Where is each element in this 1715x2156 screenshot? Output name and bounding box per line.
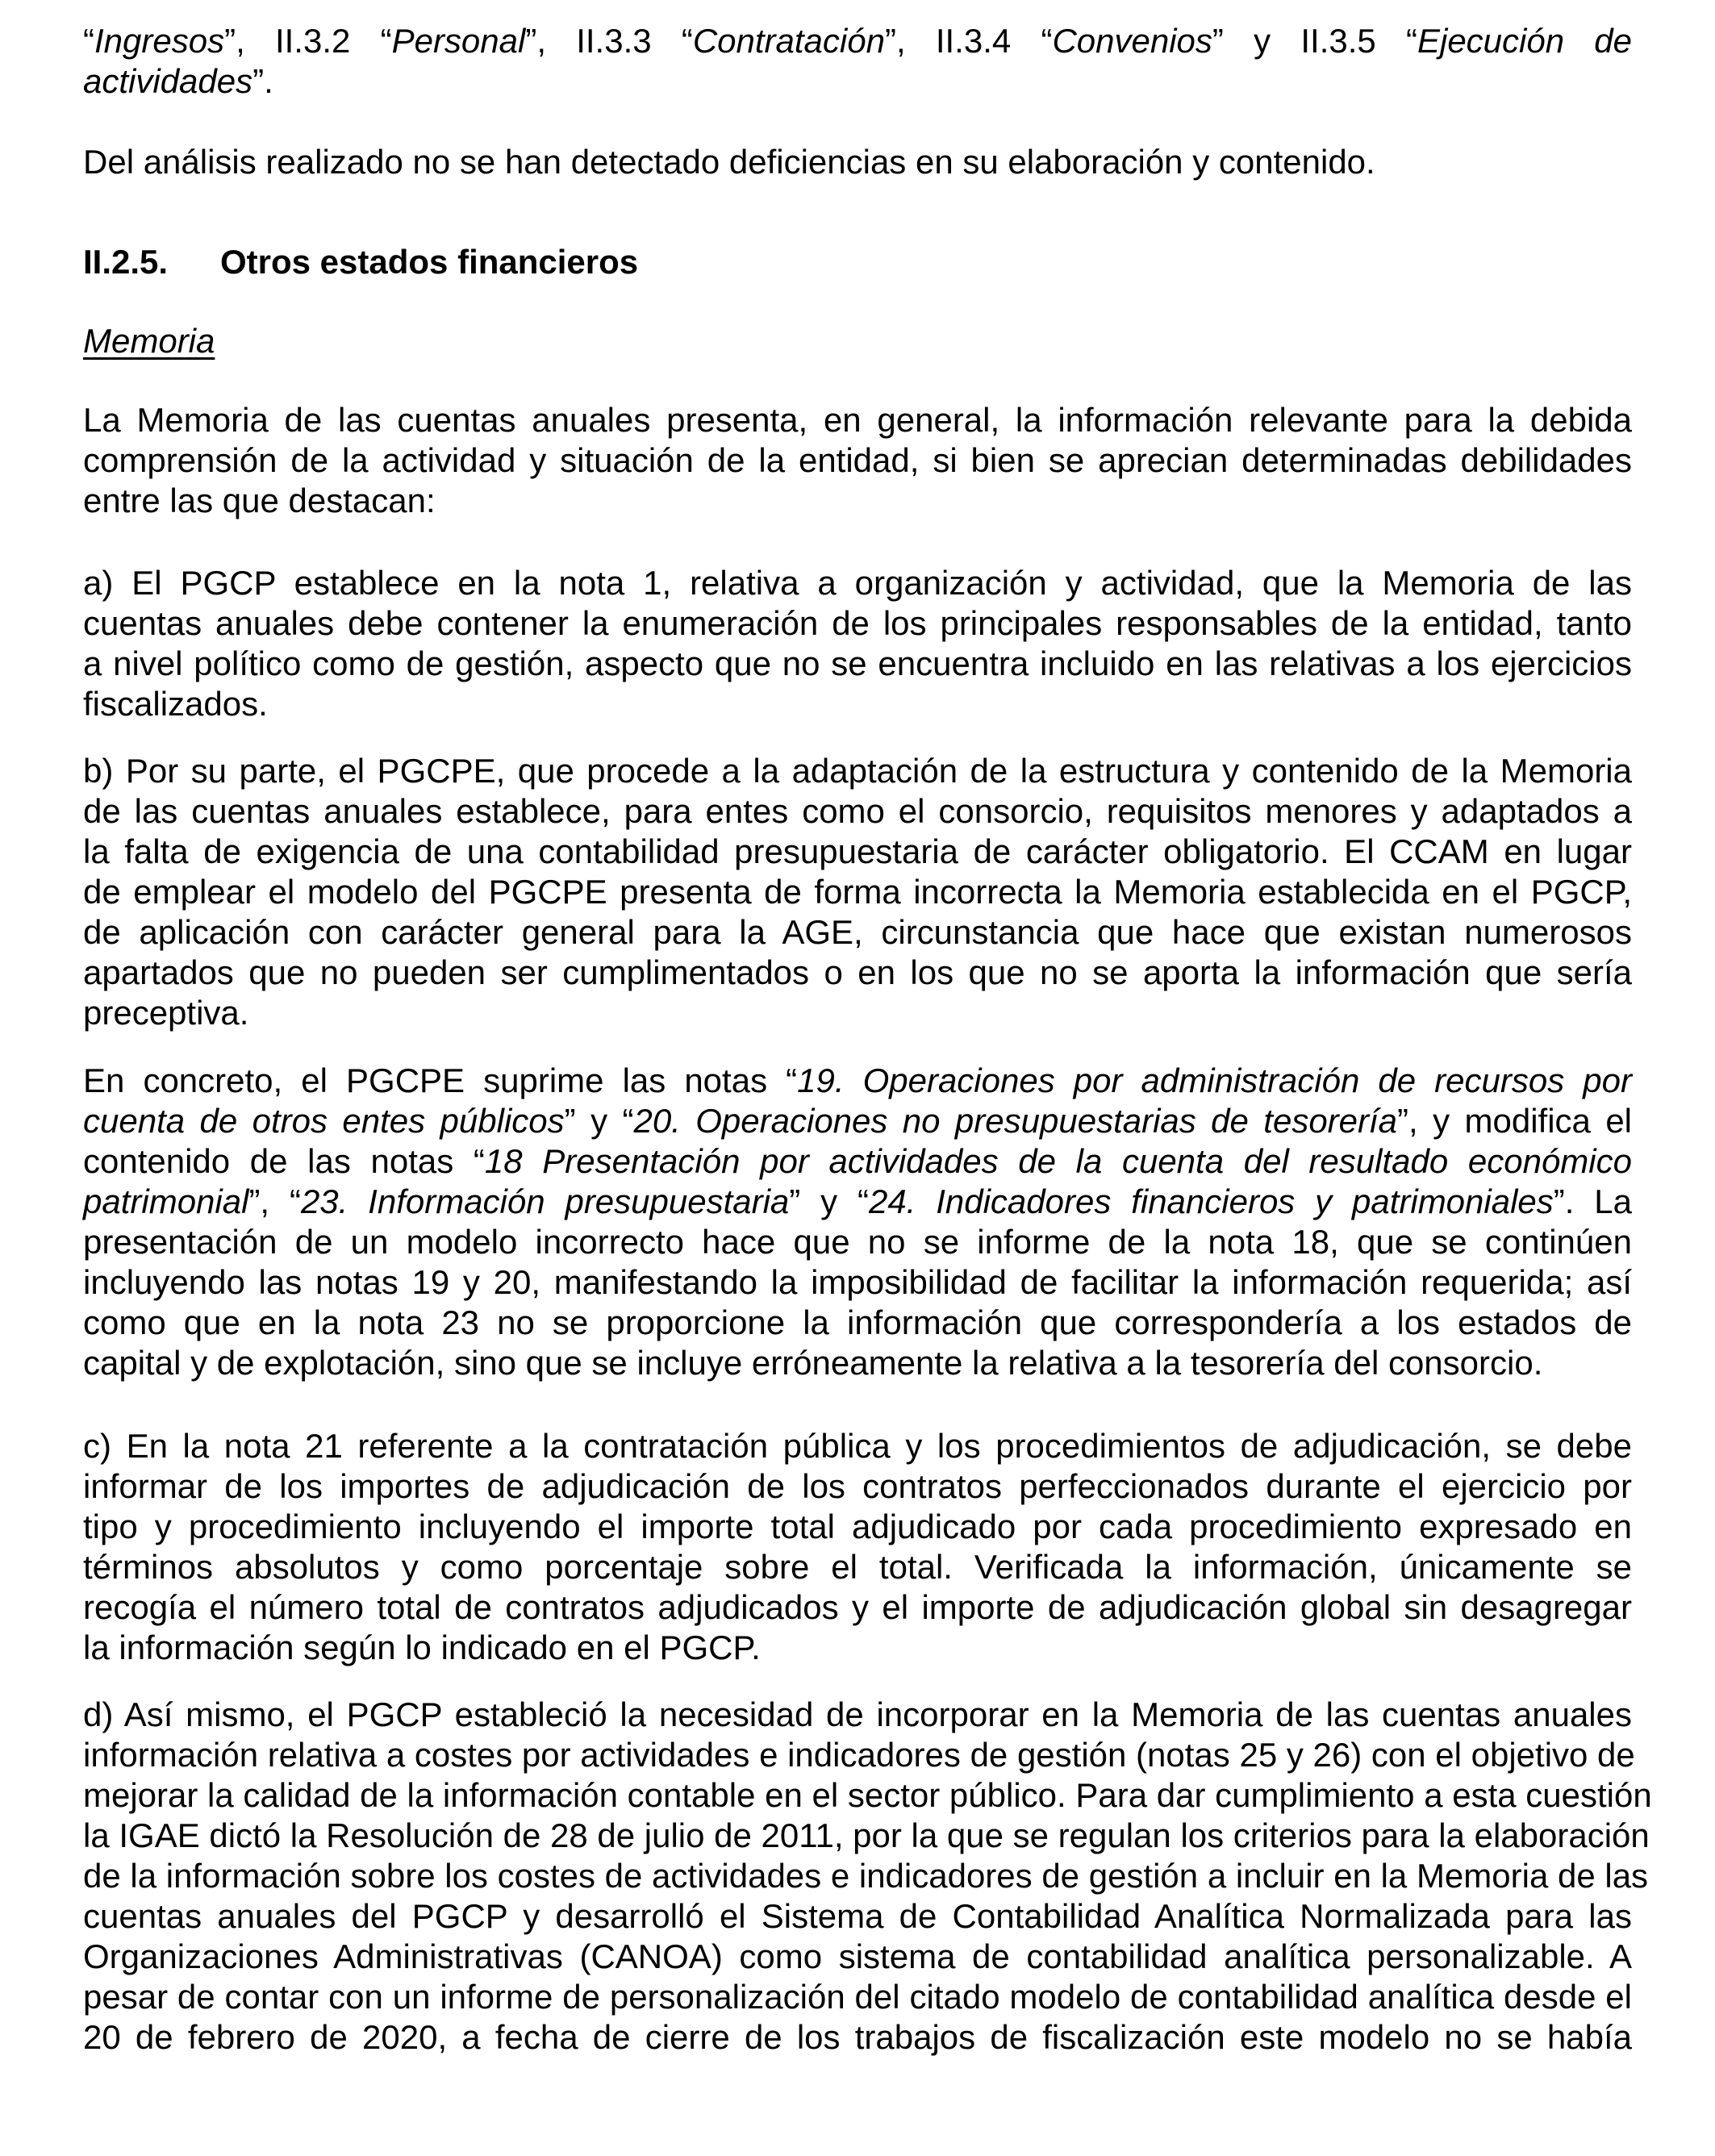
italic-text: 18 Presentación por actividades de la cuenta del resultado económico [484, 1142, 1632, 1180]
italic-text: Convenios [1052, 22, 1212, 60]
text-run: ”. La [1553, 1182, 1633, 1220]
text-run: información relativa a costes por actividades e indicadores de gestión (notas 25 y 26) con el objetivo de [83, 1736, 1635, 1774]
text-line [83, 1628, 1632, 1668]
text-line [83, 953, 1632, 993]
text-run: a) El PGCP establece en la nota 1, relativa a organización y actividad, que la Memoria de las [83, 564, 1632, 602]
text-line [83, 872, 1632, 912]
text-line [83, 21, 1632, 61]
text-line [83, 563, 1632, 603]
text-run: la falta de exigencia de una contabilidad presupuestaria de carácter obligatorio. El CCAM en lugar [83, 832, 1632, 870]
text-run: tipo y procedimiento incluyendo el importe total adjudicado por cada procedimiento expresado en [83, 1508, 1632, 1545]
text-line [83, 603, 1632, 644]
italic-text: patrimonial [83, 1182, 249, 1220]
text-line [83, 1061, 1632, 1101]
text-run: cuentas anuales del PGCP y desarrolló el Sistema de Contabilidad Analítica Normalizada para las [83, 1897, 1632, 1935]
text-line [83, 1695, 1632, 1735]
text-line [83, 1343, 1632, 1383]
text-run: “ [83, 22, 94, 60]
text-line [83, 1222, 1632, 1262]
italic-text: Personal [391, 22, 526, 60]
italic-text: 23. Información presupuestaria [300, 1182, 790, 1220]
text-line [83, 1262, 1632, 1303]
text-line [83, 1466, 1632, 1507]
italic-text: Ingresos [94, 22, 225, 60]
text-line [83, 1587, 1632, 1628]
text-run: términos absolutos y como porcentaje sobre el total. Verificada la información, únicamente se [83, 1548, 1632, 1586]
text-run: de las cuentas anuales establece, para entes como el consorcio, requisitos menores y adaptados a [83, 792, 1632, 830]
text-line [83, 1182, 1632, 1222]
text-line [83, 1775, 1652, 1816]
text-line [83, 751, 1632, 791]
text-run: ” y “ [564, 1102, 634, 1140]
text-run: incluyendo las notas 19 y 20, manifestando la imposibilidad de facilitar la información requerida; así [83, 1263, 1632, 1301]
italic-text: 19. Operaciones por administración de recursos por [797, 1061, 1632, 1099]
text-line [83, 1735, 1635, 1775]
text-run: capital y de explotación, sino que se incluye erróneamente la relativa a la tesorería del consorcio. [83, 1344, 1543, 1382]
text-line [83, 1426, 1632, 1466]
text-run: presentación de un modelo incorrecto hace que no se informe de la nota 18, que se continúen [83, 1223, 1632, 1261]
text-run: pesar de contar con un informe de personalización del citado modelo de contabilidad analítica desde el [83, 1978, 1632, 2016]
section-heading [83, 242, 1632, 282]
text-run: En concreto, el PGCPE suprime las notas “ [83, 1061, 798, 1099]
text-line [83, 400, 1632, 440]
text-run: mejorar la calidad de la información contable en el sector público. Para dar cumplimiento a esta cuestión [83, 1776, 1652, 1814]
text-run: de aplicación con carácter general para la AGE, circunstancia que hace que existan numerosos [83, 913, 1632, 951]
text-run: la información según lo indicado en el PGCP. [83, 1628, 761, 1666]
text-line [83, 791, 1632, 832]
text-run: ” y II.3.5 “ [1212, 22, 1417, 60]
text-run: Organizaciones Administrativas (CANOA) como sistema de contabilidad analítica personalizable. A [83, 1937, 1632, 1975]
text-run: ”. [252, 62, 273, 100]
text-line [83, 644, 1632, 684]
section-title: Otros estados financieros [220, 243, 639, 281]
text-line [83, 2017, 1632, 2058]
text-line [83, 61, 1632, 102]
text-run: recogía el número total de contratos adjudicados y el importe de adjudicación global sin desagregar [83, 1588, 1632, 1626]
text-run: contenido de las notas “ [83, 1142, 485, 1180]
italic-text: cuenta de otros entes públicos [83, 1102, 565, 1140]
text-run: de emplear el modelo del PGCPE presenta de forma incorrecta la Memoria establecida en el PGCP, [83, 873, 1632, 911]
text-run: d) Así mismo, el PGCP estableció la necesidad de incorporar en la Memoria de las cuentas anuales [83, 1695, 1632, 1733]
text-line [83, 1896, 1632, 1937]
text-run: comprensión de la actividad y situación de la entidad, si bien se aprecian determinadas debilidades [83, 441, 1632, 479]
text-run: ”, y modifica el [1397, 1102, 1633, 1140]
text-line [83, 912, 1632, 953]
italic-text: Contratación [692, 22, 885, 60]
text-run: ”, II.3.4 “ [884, 22, 1053, 60]
text-line [83, 993, 1632, 1033]
text-run: preceptiva. [83, 994, 249, 1032]
text-run: informar de los importes de adjudicación de los contratos perfeccionados durante el ejercicio por [83, 1467, 1632, 1505]
text-run: ”, “ [248, 1182, 301, 1220]
text-run: fiscalizados. [83, 685, 268, 723]
text-line [83, 1856, 1649, 1896]
subheading-text: Memoria [83, 322, 215, 360]
text-run: de la información sobre los costes de actividades e indicadores de gestión a incluir en la Memoria de las [83, 1857, 1649, 1895]
text-run: a nivel político como de gestión, aspecto que no se encuentra incluido en las relativas a los ejercicios [83, 644, 1632, 682]
text-line [83, 440, 1632, 481]
text-run: Del análisis realizado no se han detectado deficiencias en su elaboración y contenido. [83, 143, 1375, 181]
italic-text: 24. Indicadores financieros y patrimoniales [868, 1182, 1554, 1220]
text-line [83, 481, 1632, 521]
italic-text: actividades [83, 62, 253, 100]
text-run: cuentas anuales debe contener la enumeración de los principales responsables de la entidad, tanto [83, 604, 1632, 642]
text-line [83, 142, 1632, 182]
section-number: II.2.5. [83, 243, 169, 281]
text-line [83, 1937, 1632, 1977]
text-run: La Memoria de las cuentas anuales presenta, en general, la información relevante para la debida [83, 401, 1632, 439]
text-run: ” y “ [789, 1182, 869, 1220]
text-run: ”, II.3.2 “ [224, 22, 392, 60]
text-line [83, 1816, 1650, 1856]
text-run: ”, II.3.3 “ [525, 22, 693, 60]
text-line [83, 1101, 1632, 1141]
italic-text: Ejecución de [1417, 22, 1633, 60]
text-line [83, 832, 1632, 872]
text-line [83, 1141, 1632, 1182]
text-line [83, 1977, 1632, 2017]
subheading-memoria [83, 321, 1632, 361]
text-run: entre las que destacan: [83, 482, 436, 519]
text-run: c) En la nota 21 referente a la contratación pública y los procedimientos de adjudicación, se debe [83, 1427, 1632, 1465]
text-line [83, 1303, 1632, 1343]
italic-text: 20. Operaciones no presupuestarias de tesorería [633, 1102, 1398, 1140]
text-line [83, 1507, 1632, 1547]
text-run: 20 de febrero de 2020, a fecha de cierre de los trabajos de fiscalización este modelo no se había [83, 2018, 1632, 2056]
text-run: apartados que no pueden ser cumplimentados o en los que no se aporta la información que sería [83, 953, 1632, 991]
text-run: b) Por su parte, el PGCPE, que procede a la adaptación de la estructura y contenido de la Memoria [83, 752, 1632, 790]
text-line [83, 684, 1632, 724]
text-run: la IGAE dictó la Resolución de 28 de julio de 2011, por la que se regulan los criterios para la elaboración [83, 1816, 1650, 1854]
text-line [83, 1547, 1632, 1587]
text-run: como que en la nota 23 no se proporcione la información que correspondería a los estados de [83, 1303, 1632, 1341]
